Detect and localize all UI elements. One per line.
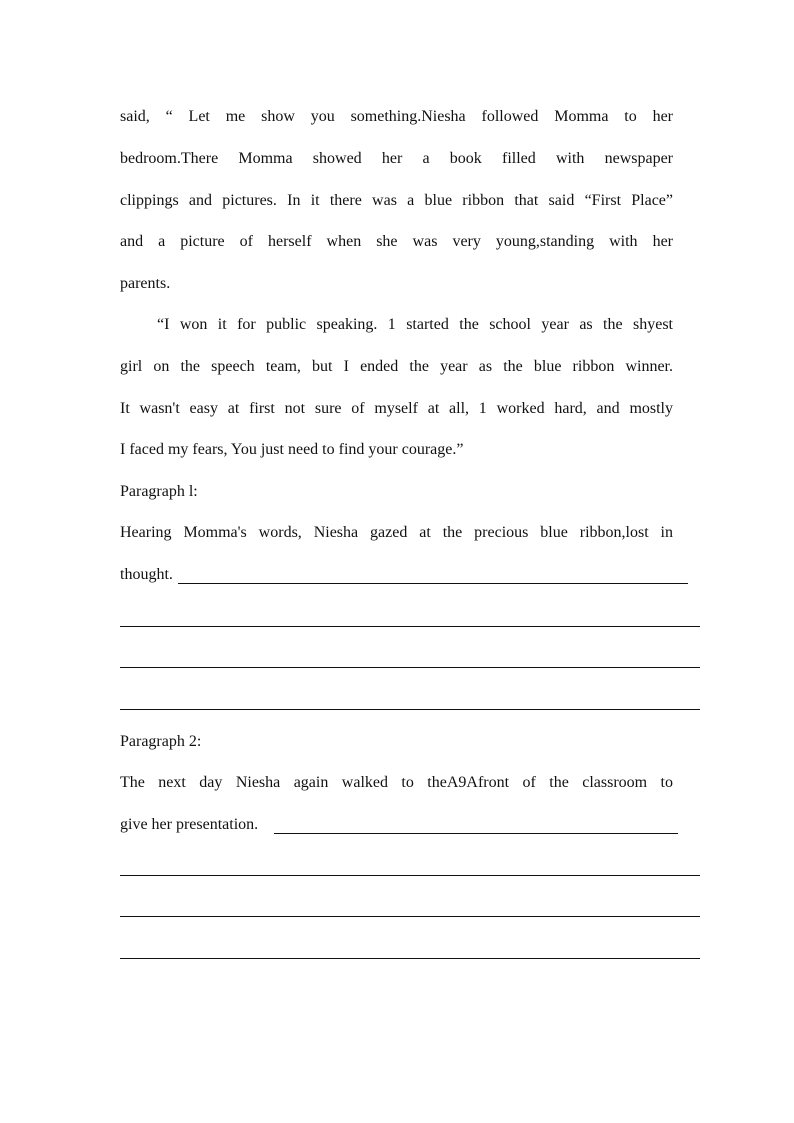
story-line-6: “I won it for public speaking. 1 started the school year as the shyest bbox=[157, 316, 673, 333]
paragraph-2-writing-line-1[interactable] bbox=[120, 875, 700, 876]
story-line-1: said, “ Let me show you something.Niesha followed Momma to her bbox=[120, 108, 673, 125]
story-line-4: and a picture of herself when she was very young,standing with her bbox=[120, 233, 673, 250]
paragraph-2-label: Paragraph 2: bbox=[120, 733, 202, 750]
paragraph-1-writing-line-0[interactable] bbox=[178, 583, 688, 584]
paragraph-1-writing-line-2[interactable] bbox=[120, 667, 700, 668]
story-line-9: I faced my fears, You just need to find your courage.” bbox=[120, 441, 464, 458]
story-line-5: parents. bbox=[120, 275, 171, 292]
story-line-8: It wasn't easy at first not sure of myself at all, 1 worked hard, and mostly bbox=[120, 400, 673, 417]
paragraph-1-prompt-line-2: thought. bbox=[120, 566, 173, 583]
paragraph-2-writing-line-2[interactable] bbox=[120, 916, 700, 917]
paragraph-2-writing-line-3[interactable] bbox=[120, 958, 700, 959]
paragraph-1-label: Paragraph l: bbox=[120, 483, 198, 500]
paragraph-1-writing-line-3[interactable] bbox=[120, 709, 700, 710]
paragraph-1-prompt-line-1: Hearing Momma's words, Niesha gazed at the precious blue ribbon,lost in bbox=[120, 524, 673, 541]
paragraph-2-prompt-line-1: The next day Niesha again walked to theA9Afront of the classroom to bbox=[120, 774, 673, 791]
paragraph-1-writing-line-1[interactable] bbox=[120, 626, 700, 627]
paragraph-2-writing-line-0[interactable] bbox=[274, 833, 678, 834]
story-line-2: bedroom.There Momma showed her a book filled with newspaper bbox=[120, 150, 673, 167]
story-line-3: clippings and pictures. In it there was a blue ribbon that said “First Place” bbox=[120, 192, 673, 209]
story-line-7: girl on the speech team, but I ended the year as the blue ribbon winner. bbox=[120, 358, 673, 375]
paragraph-2-prompt-line-2: give her presentation. bbox=[120, 816, 259, 833]
